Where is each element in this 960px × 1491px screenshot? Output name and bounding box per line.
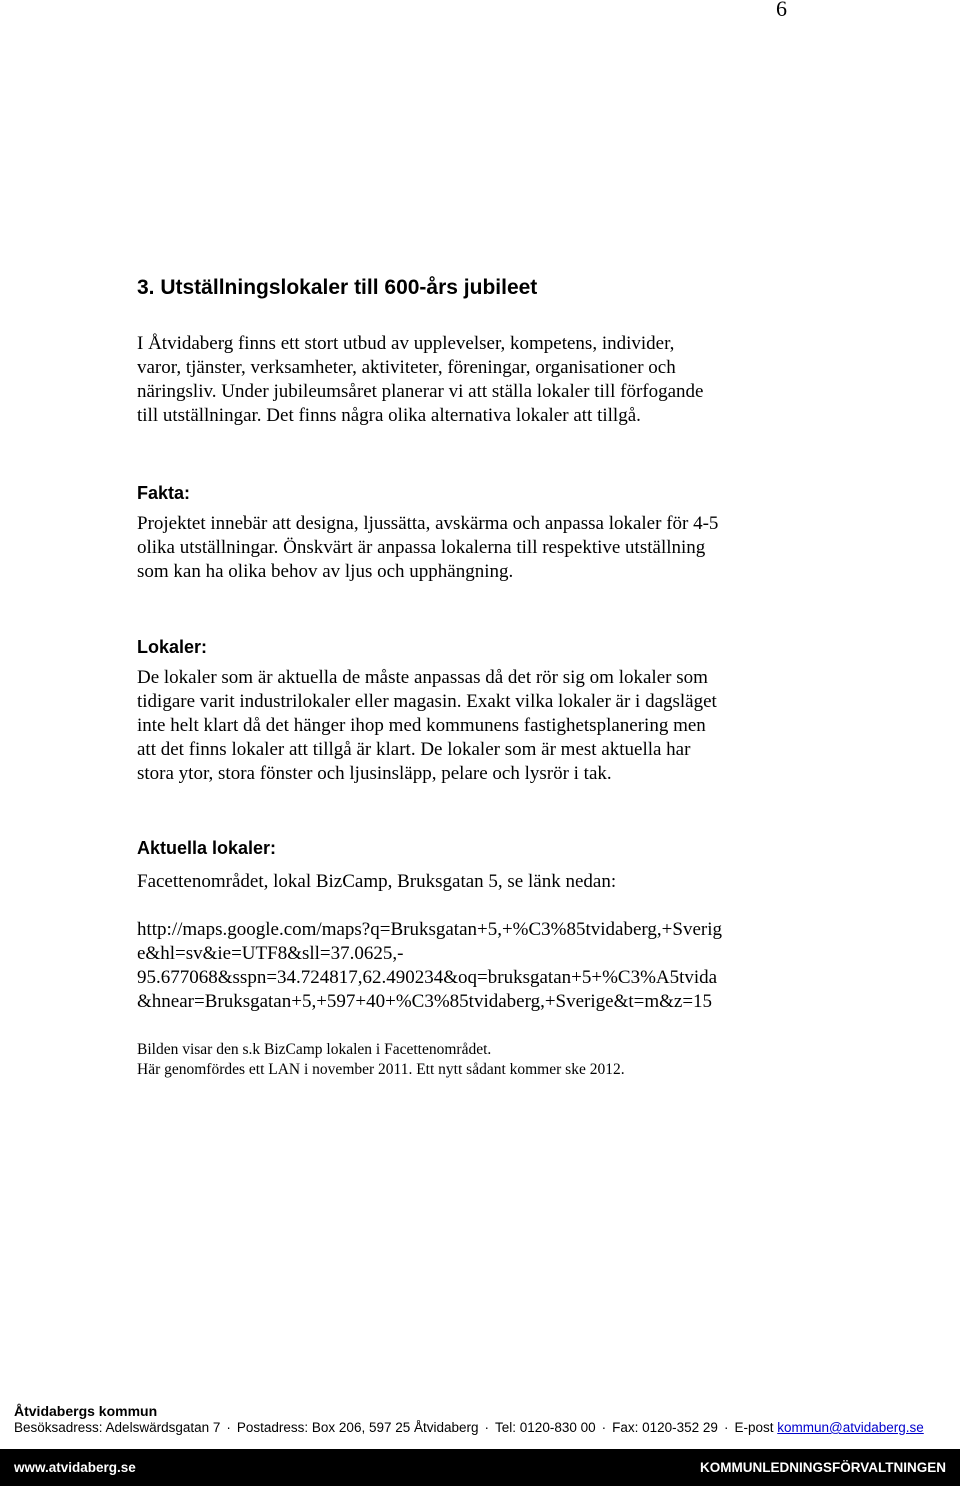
- footer-address: [14, 1420, 924, 1435]
- fakta-line: Projektet innebär att designa, ljussätta, avskärma och anpassa lokaler för 4-5: [137, 513, 719, 534]
- lokaler-line: att det finns lokaler att tillgå är klart. De lokaler som är mest aktuella har: [137, 739, 691, 760]
- lokaler-label: Lokaler:: [137, 637, 208, 657]
- aktuella-text: Facettenområdet, lokal BizCamp, Bruksgatan 5, se länk nedan:: [137, 871, 617, 892]
- section-heading: 3. Utställningslokaler till 600-års jubileet: [137, 276, 538, 299]
- image-caption: [137, 1040, 625, 1080]
- email-link[interactable]: kommun@atvidaberg.se: [777, 1420, 924, 1435]
- separator: ·: [601, 1420, 607, 1435]
- fakta-line: som kan ha olika behov av ljus och upphängning.: [137, 561, 514, 582]
- caption-line: Bilden visar den s.k BizCamp lokalen i Facettenområdet.: [137, 1041, 492, 1058]
- map-link-line[interactable]: e&hl=sv&ie=UTF8&sll=37.0625,-: [137, 943, 404, 964]
- fakta-line: olika utställningar. Önskvärt är anpassa lokalerna till respektive utställning: [137, 537, 706, 558]
- email-label: E-post: [734, 1420, 774, 1435]
- postal-address: Postadress: Box 206, 597 25 Åtvidaberg: [236, 1420, 479, 1435]
- fakta-label: Fakta:: [137, 483, 191, 503]
- lokaler-line: stora ytor, stora fönster och ljusinsläpp, pelare och lysrör i tak.: [137, 763, 612, 784]
- page-number: 6: [776, 0, 787, 21]
- intro-paragraph: [137, 332, 787, 428]
- separator: ·: [723, 1420, 729, 1435]
- intro-line: I Åtvidaberg finns ett stort utbud av upplevelser, kompetens, individer,: [137, 333, 675, 354]
- caption-line: Här genomfördes ett LAN i november 2011. Ett nytt sådant kommer ske 2012.: [137, 1061, 625, 1078]
- department-name: KOMMUNLEDNINGSFÖRVALTNINGEN: [700, 1460, 946, 1475]
- intro-line: till utställningar. Det finns några olika alternativa lokaler att tillgå.: [137, 405, 641, 426]
- map-link-line[interactable]: http://maps.google.com/maps?q=Bruksgatan+5,+%C3%85tvidaberg,+Sverig: [137, 919, 722, 940]
- lokaler-line: inte helt klart då det hänger ihop med kommunens fastighetsplanering men: [137, 715, 706, 736]
- separator: ·: [226, 1420, 231, 1435]
- lokaler-line: tidigare varit industrilokaler eller magasin. Exakt vilka lokaler är i dagsläget: [137, 691, 717, 712]
- footer-bar: [0, 1449, 960, 1486]
- intro-line: varor, tjänster, verksamheter, aktiviteter, föreningar, organisationer och: [137, 357, 676, 378]
- map-link[interactable]: [137, 918, 787, 1014]
- aktuella-label: Aktuella lokaler:: [137, 838, 277, 858]
- footer-org: Åtvidabergs kommun: [14, 1403, 158, 1419]
- fakta-paragraph: [137, 512, 787, 584]
- map-link-line[interactable]: 95.677068&sspn=34.724817,62.490234&oq=bruksgatan+5+%C3%A5tvida: [137, 967, 718, 988]
- intro-line: näringsliv. Under jubileumsåret planerar vi att ställa lokaler till förfogande: [137, 381, 704, 402]
- phone: Tel: 0120-830 00: [495, 1420, 596, 1435]
- fax: Fax: 0120-352 29: [612, 1420, 718, 1435]
- separator: ·: [484, 1420, 490, 1435]
- website-link[interactable]: www.atvidaberg.se: [14, 1460, 136, 1475]
- map-link-line[interactable]: &hnear=Bruksgatan+5,+597+40+%C3%85tvidaberg,+Sverige&t=m&z=15: [137, 991, 713, 1012]
- visit-address: Besöksadress: Adelswärdsgatan 7: [14, 1420, 221, 1435]
- lokaler-paragraph: [137, 666, 787, 786]
- lokaler-line: De lokaler som är aktuella de måste anpassas då det rör sig om lokaler som: [137, 667, 708, 688]
